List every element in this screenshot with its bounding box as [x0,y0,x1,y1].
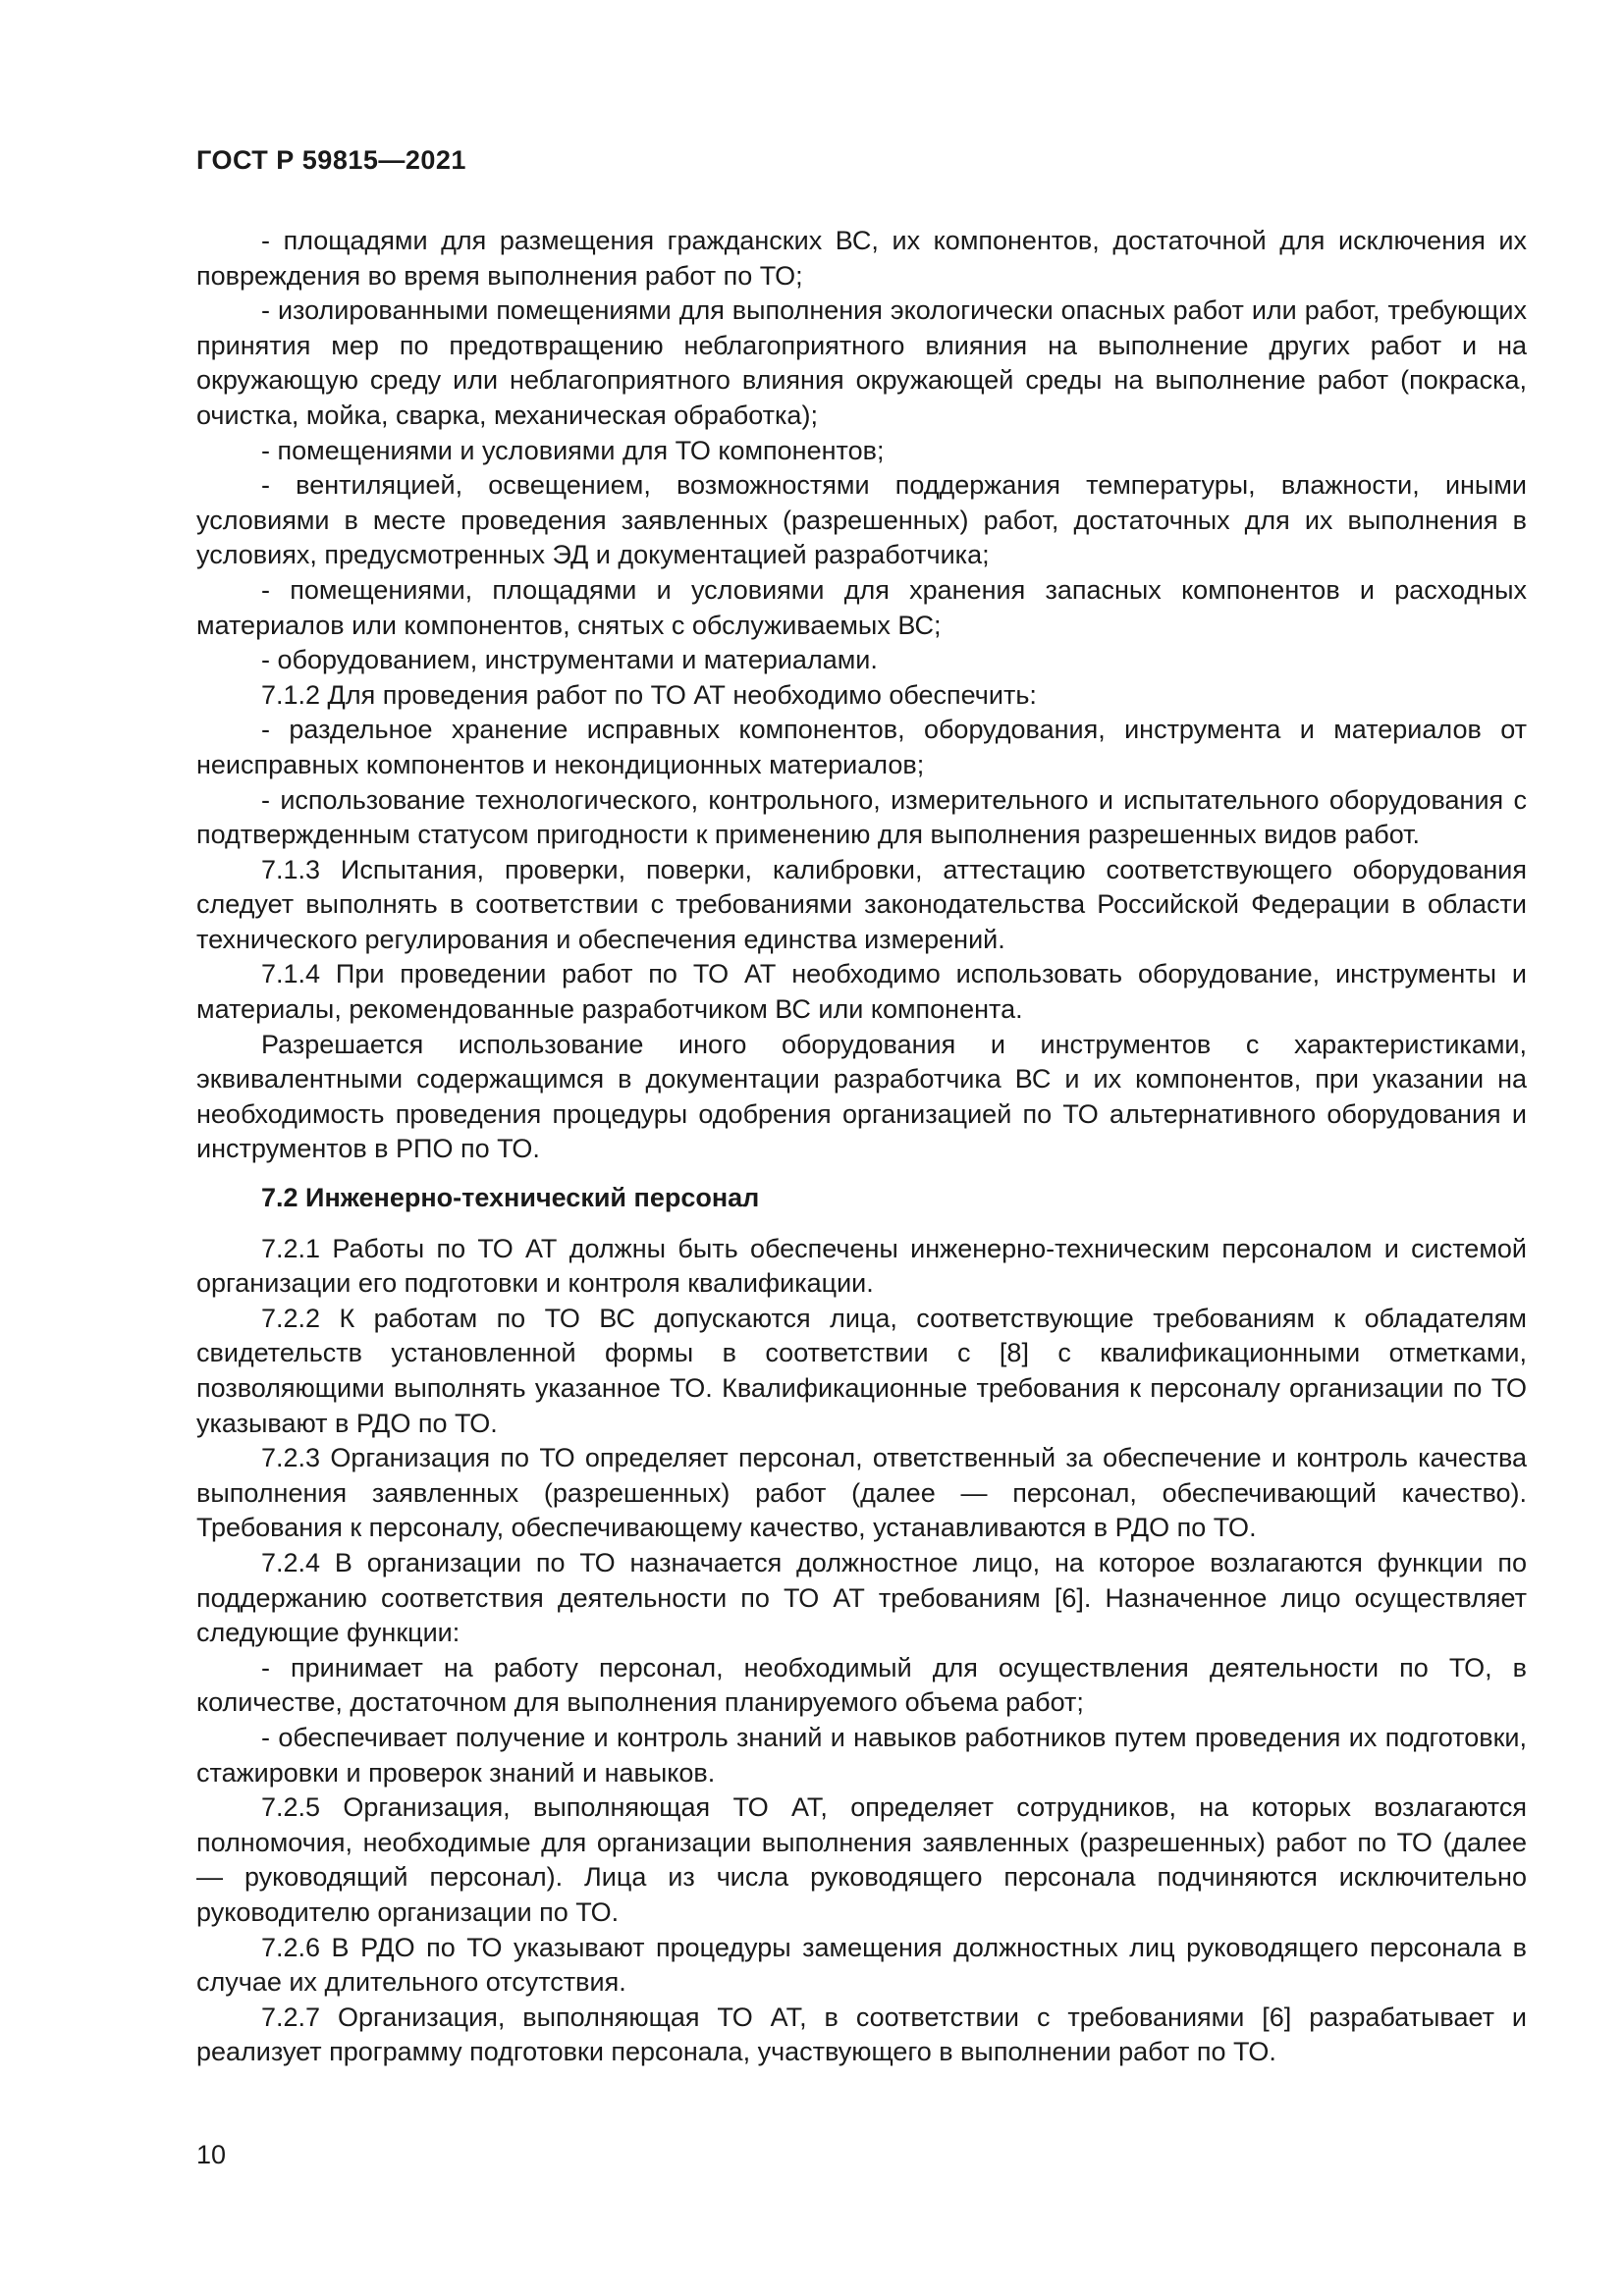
document-header: ГОСТ Р 59815—2021 [196,145,466,175]
paragraph: 7.2.2 К работам по ТО ВС допускаются лица, соответствующие требованиям к обладателям свидетельств установленной формы в соответствии с [8] с квалификационными отметками, позволяющими выполнять указанное ТО. Квалификационные требования к персоналу организации по ТО указывают в РДО по ТО. [196,1303,1527,1438]
paragraph: 7.1.3 Испытания, проверки, поверки, калибровки, аттестацию соответствующего оборудования следует выполнять в соответствии с требованиями законодательства Российской Федерации в области технического регулирования и обеспечения единства измерений. [196,854,1527,954]
paragraph: - помещениями, площадями и условиями для хранения запасных компонентов и расходных материалов или компонентов, снятых с обслуживаемых ВС; [196,574,1527,640]
paragraph: - вентиляцией, освещением, возможностями поддержания температуры, влажности, иными условиями в месте проведения заявленных (разрешенных) работ, достаточных для их выполнения в условиях, предусмотренных ЭД и документацией разработчика; [196,470,1527,570]
paragraph: - раздельное хранение исправных компонентов, оборудования, инструмента и материалов от неисправных компонентов и некондиционных материалов; [196,715,1527,779]
paragraph: - принимает на работу персонал, необходимый для осуществления деятельности по ТО, в количестве, достаточном для выполнения планируемого объема работ; [196,1652,1527,1718]
paragraph: - обеспечивает получение и контроль знаний и навыков работников путем проведения их подготовки, стажировки и проверок знаний и навыков. [196,1722,1527,1788]
paragraph: 7.2.1 Работы по ТО АТ должны быть обеспечены инженерно-техническим персоналом и системой организации его подготовки и контроля квалификации. [196,1233,1527,1299]
document-body [196,224,1527,2070]
paragraph: 7.2.7 Организация, выполняющая ТО АТ, в соответствии с требованиями [6] разрабатывает и реализует программу подготовки персонала, участвующего в выполнении работ по ТО. [196,2002,1527,2067]
paragraph: 7.2.4 В организации по ТО назначается должностное лицо, на которое возлагаются функции по поддержанию соответствия деятельности по ТО АТ требованиям [6]. Назначенное лицо осуществляет следующие функции: [196,1547,1527,1648]
paragraph: - изолированными помещениями для выполнения экологически опасных работ или работ, требующих принятия мер по предотвращению неблагоприятного влияния на выполнение других работ и на окружающую среду или неблагоприятного влияния окружающей среды на выполнение работ (покраска, очистка, мойка, сварка, механическая обработка); [196,295,1527,430]
paragraph: 7.2.5 Организация, выполняющая ТО АТ, определяет сотрудников, на которых возлагаются полномочия, необходимые для организации выполнения заявленных (разрешенных) работ по ТО (далее — руководящий персонал). Лица из числа руководящего персонала подчиняются исключительно руководителю организации по ТО. [196,1792,1527,1927]
paragraph: 7.2.3 Организация по ТО определяет персонал, ответственный за обеспечение и контроль качества выполнения заявленных (разрешенных) работ (далее — персонал, обеспечивающий качество). Требования к персоналу, обеспечивающему качество, устанавливаются в РДО по ТО. [196,1443,1527,1543]
paragraph: - оборудованием, инструментами и материалами. [261,645,878,675]
paragraph: 7.1.2 Для проведения работ по ТО АТ необходимо обеспечить: [261,679,1037,710]
paragraph: - площадями для размещения гражданских ВС, их компонентов, достаточной для исключения их повреждения во время выполнения работ по ТО; [196,226,1527,291]
page-number: 10 [196,2140,227,2169]
paragraph: 7.2.6 В РДО по ТО указывают процедуры замещения должностных лиц руководящего персонала в случае их длительного отсутствия. [196,1932,1527,1998]
paragraph: Разрешается использование иного оборудования и инструментов с характеристиками, эквивалентными содержащимся в документации разработчика ВС и их компонентов, при указании на необходимость проведения процедуры одобрения организацией по ТО альтернативного оборудования и инструментов в РПО по ТО. [196,1029,1527,1164]
paragraph: - использование технологического, контрольного, измерительного и испытательного оборудования с подтвержденным статусом пригодности к применению для выполнения разрешенных видов работ. [196,784,1527,850]
paragraph: - помещениями и условиями для ТО компонентов; [261,435,885,465]
section-heading: 7.2 Инженерно-технический персонал [261,1183,760,1213]
paragraph: 7.1.4 При проведении работ по ТО АТ необходимо использовать оборудование, инструменты и материалы, рекомендованные разработчиком ВС или компонента. [196,959,1527,1025]
